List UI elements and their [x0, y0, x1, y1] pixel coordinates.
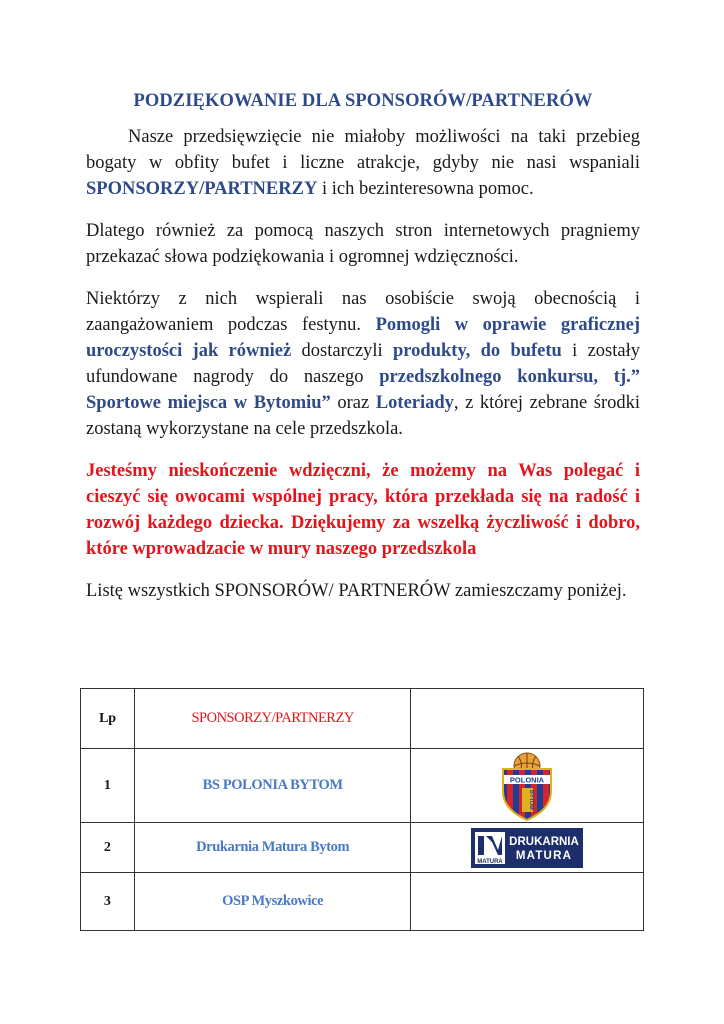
document-page [86, 86, 640, 620]
sponsor-name: BS POLONIA BYTOM [134, 749, 411, 823]
highlight-graphic: Pomogli w oprawie graficznej uroczystości jak również [86, 315, 640, 361]
row-number: 1 [81, 749, 135, 823]
paragraph-intro [86, 124, 640, 202]
table-row [81, 873, 644, 931]
paragraph-thanks: Dlatego również za pomocą naszych stron internetowych pragniemy przekazać słowa podziękowania i ogromnej wdzięczności. [86, 221, 640, 267]
header-lp: Lp [81, 689, 135, 749]
highlight-products: produkty, do bufetu [393, 341, 562, 361]
paragraph-gratitude: Jesteśmy nieskończenie wdzięczni, że możemy na Was polegać i cieszyć się owocami wspólnej pracy, która przekłada się na radość i rozwój każdego dziecka. Dziękujemy za wszelką życzliwość i dobro, które wprowadzacie w mury naszego przedszkola [86, 461, 640, 559]
text-segment: dostarczyli [291, 341, 393, 361]
sponsor-logo-cell [411, 823, 644, 873]
table-header-row [81, 689, 644, 749]
svg-text:MATURA: MATURA [477, 858, 503, 865]
text-segment: i ich bezinteresowna pomoc. [317, 179, 534, 199]
header-logo [411, 689, 644, 749]
svg-text:DRUKARNIA: DRUKARNIA [509, 835, 580, 848]
text-segment: , z której zebrane środki zostaną wykorzystane na cele przedszkola. [86, 393, 640, 439]
row-number: 3 [81, 873, 135, 931]
svg-text:MATURA: MATURA [516, 849, 573, 862]
sponsor-logo-cell [411, 749, 644, 823]
page-title: PODZIĘKOWANIE DLA SPONSORÓW/PARTNERÓW [133, 91, 593, 111]
text-segment: i zostały ufundowane nagrody do naszego [86, 341, 640, 387]
header-sponsors: SPONSORZY/PARTNERZY [134, 689, 411, 749]
svg-text:BYTOM: BYTOM [528, 789, 535, 810]
table-row [81, 749, 644, 823]
paragraph-list-intro: Listę wszystkich SPONSORÓW/ PARTNERÓW zamieszczamy poniżej. [86, 581, 627, 601]
sponsor-name: OSP Myszkowice [134, 873, 411, 931]
svg-text:POLONIA: POLONIA [510, 775, 545, 784]
sponsors-table [80, 688, 644, 931]
highlight-loteriada: Loteriady [375, 393, 454, 413]
sponsor-logo-cell [411, 873, 644, 931]
drukarnia-matura-logo-icon [471, 828, 583, 868]
highlight-sponsors: SPONSORZY/PARTNERZY [86, 179, 318, 199]
paragraph-support [86, 286, 640, 442]
text-segment: oraz [330, 393, 376, 413]
row-number: 2 [81, 823, 135, 873]
text-segment: Nasze przedsięwzięcie nie miałoby możliwości na taki przebieg bogaty w obfity bufet i liczne atrakcje, gdyby nie nasi wspaniali [86, 127, 640, 173]
highlight-contest: przedszkolnego konkursu, tj.” Sportowe miejsca w Bytomiu” [86, 367, 640, 413]
polonia-bytom-crest-icon [498, 751, 556, 821]
table-row [81, 823, 644, 873]
text-segment: Niektórzy z nich wspierali nas osobiście swoją obecnością i zaangażowaniem podczas festynu. [86, 289, 640, 335]
sponsor-name: Drukarnia Matura Bytom [134, 823, 411, 873]
